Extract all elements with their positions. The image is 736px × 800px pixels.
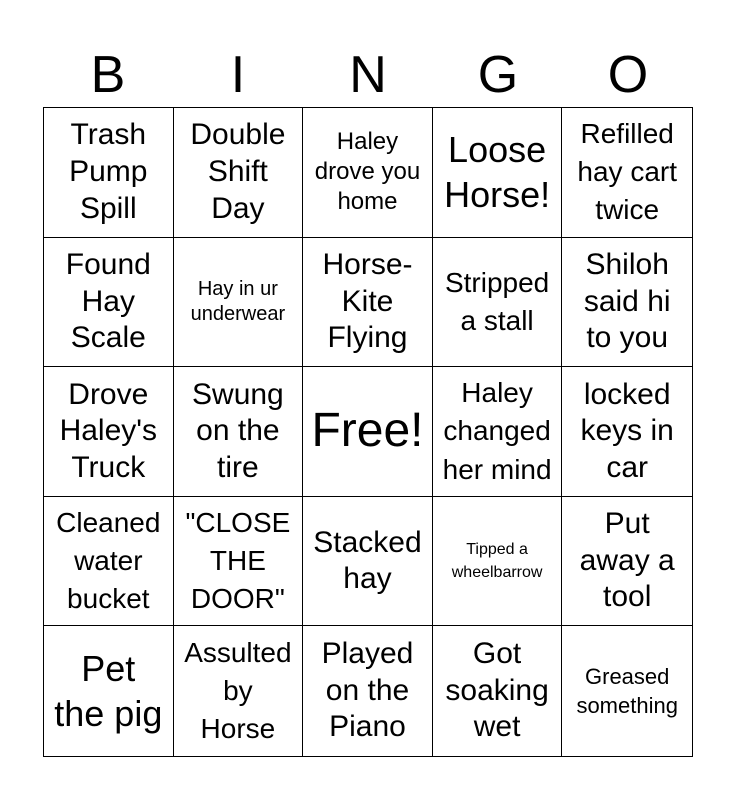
bingo-cell[interactable] [174, 108, 304, 238]
cell-text: Got soaking wet [445, 637, 549, 744]
header-letter-g: G [477, 46, 519, 104]
bingo-board [43, 107, 693, 757]
cell-text: Assulted by Horse [184, 637, 292, 745]
cell-text: Trash Pump Spill [69, 118, 148, 225]
cell-text: Horse- Kite Flying [322, 248, 413, 355]
bingo-cell[interactable] [433, 497, 563, 627]
bingo-cell[interactable] [174, 238, 304, 368]
bingo-cell[interactable] [562, 238, 692, 368]
bingo-header [43, 44, 693, 106]
bingo-cell[interactable] [562, 497, 692, 627]
cell-text: Found Hay Scale [65, 248, 151, 355]
bingo-cell[interactable] [562, 367, 692, 497]
bingo-cell[interactable] [303, 238, 433, 368]
bingo-cell[interactable] [174, 497, 304, 627]
bingo-cell[interactable] [433, 626, 563, 756]
free-space-text: Free! [311, 404, 424, 458]
bingo-cell[interactable] [303, 497, 433, 627]
cell-text: Cleaned water bucket [56, 506, 161, 615]
bingo-cell[interactable] [174, 626, 304, 756]
cell-text: Greased something [576, 663, 678, 719]
cell-text: "CLOSE THE DOOR" [185, 506, 291, 615]
bingo-cell[interactable] [562, 108, 692, 238]
cell-text: Double Shift Day [190, 118, 286, 225]
bingo-cell[interactable] [433, 238, 563, 368]
cell-text: Haley changed her mind [442, 377, 552, 485]
header-letter-i: I [230, 46, 246, 104]
bingo-cell[interactable] [303, 108, 433, 238]
bingo-cell[interactable] [433, 367, 563, 497]
cell-text: Tipped a wheelbarrow [451, 540, 543, 582]
bingo-cell[interactable] [433, 108, 563, 238]
bingo-cell[interactable] [44, 497, 174, 627]
cell-text: Stacked hay [313, 525, 422, 596]
cell-text: Put away a tool [579, 507, 675, 614]
bingo-cell[interactable] [44, 238, 174, 368]
bingo-cell[interactable] [44, 367, 174, 497]
bingo-cell[interactable] [44, 626, 174, 756]
cell-text: Swung on the tire [192, 377, 284, 484]
header-letter-n: N [349, 46, 387, 104]
header-letter-b: B [90, 46, 126, 104]
cell-text: Haley drove you home [314, 128, 421, 216]
header-letter-o: O [607, 46, 649, 104]
cell-text: Drove Haley's Truck [59, 377, 158, 484]
bingo-cell[interactable] [174, 367, 304, 497]
cell-text: Refilled hay cart twice [577, 118, 677, 226]
free-space-cell[interactable] [303, 367, 433, 497]
cell-text: Shiloh said hi to you [583, 248, 671, 355]
cell-text: Stripped a stall [444, 266, 550, 336]
cell-text: Hay in ur underwear [190, 277, 286, 325]
bingo-cell[interactable] [303, 626, 433, 756]
bingo-cell[interactable] [44, 108, 174, 238]
cell-text: locked keys in car [580, 377, 674, 484]
bingo-cell[interactable] [562, 626, 692, 756]
cell-text: Pet the pig [54, 648, 163, 735]
cell-text: Loose Horse! [444, 129, 551, 216]
cell-text: Played on the Piano [321, 637, 414, 744]
